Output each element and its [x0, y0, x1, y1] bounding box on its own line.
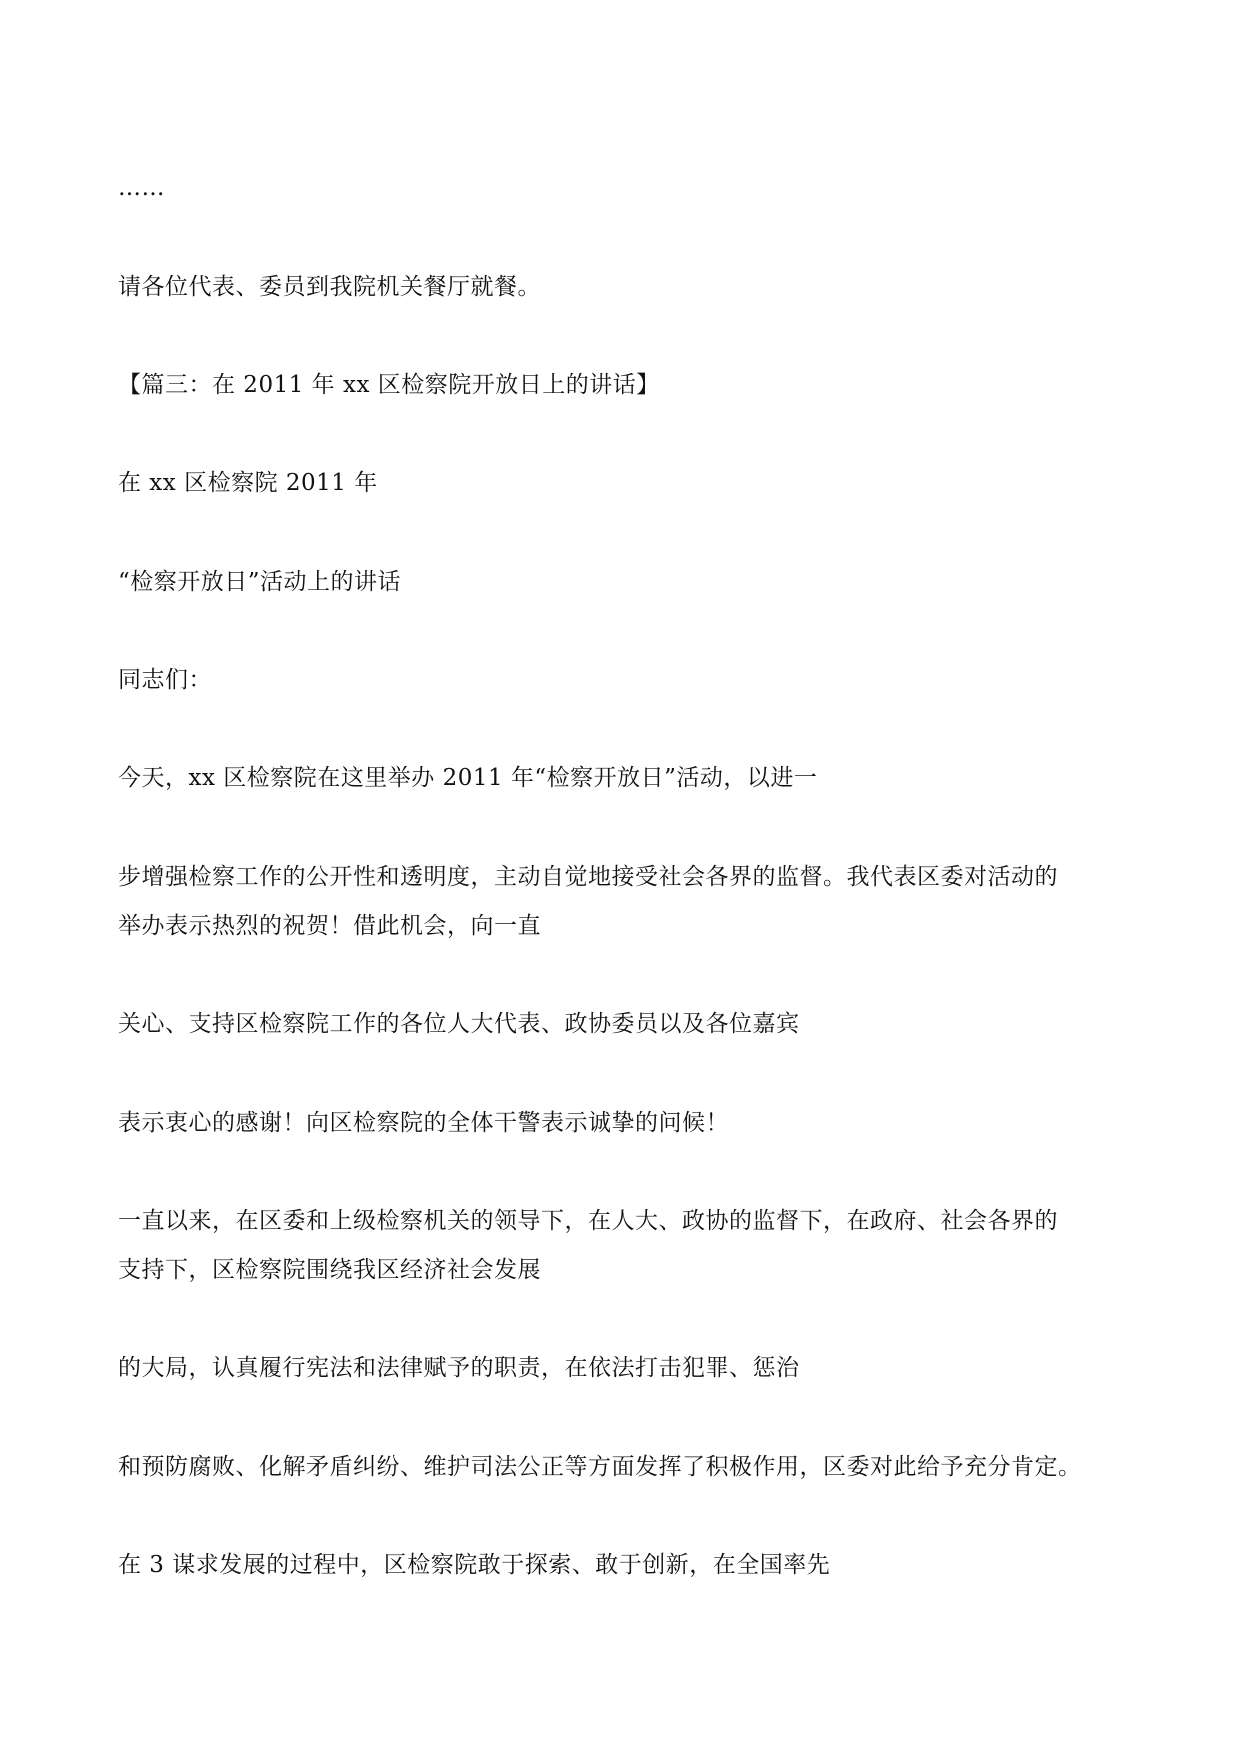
speech-title-line-2: “检察开放日”活动上的讲话	[118, 569, 402, 595]
speech-title-line-1: 在 xx 区检察院 2011 年	[118, 470, 378, 496]
body-line: 和预防腐败、化解矛盾纠纷、维护司法公正等方面发挥了积极作用，区委对此给予充分肯定。	[118, 1454, 1082, 1480]
body-line: 支持下，区检察院围绕我区经济社会发展	[118, 1257, 541, 1283]
body-line: 举办表示热烈的祝贺！借此机会，向一直	[118, 913, 541, 939]
body-line: 在 3 谋求发展的过程中，区检察院敢于探索、敢于创新，在全国率先	[118, 1552, 831, 1578]
body-line: 关心、支持区检察院工作的各位人大代表、政协委员以及各位嘉宾	[118, 1011, 800, 1037]
section-heading: 【篇三：在 2011 年 xx 区检察院开放日上的讲话】	[118, 372, 660, 398]
ellipsis-line: ……	[118, 175, 165, 201]
paragraph-dining-notice: 请各位代表、委员到我院机关餐厅就餐。	[118, 274, 541, 300]
salutation: 同志们：	[118, 667, 212, 693]
body-line: 的大局，认真履行宪法和法律赋予的职责，在依法打击犯罪、惩治	[118, 1355, 800, 1381]
body-line: 今天，xx 区检察院在这里举办 2011 年“检察开放日”活动，以进一	[118, 765, 818, 791]
body-line: 表示衷心的感谢！向区检察院的全体干警表示诚挚的问候！	[118, 1110, 729, 1136]
body-line: 一直以来，在区委和上级检察机关的领导下，在人大、政协的监督下，在政府、社会各界的	[118, 1208, 1058, 1234]
body-line: 步增强检察工作的公开性和透明度，主动自觉地接受社会各界的监督。我代表区委对活动的	[118, 864, 1058, 890]
